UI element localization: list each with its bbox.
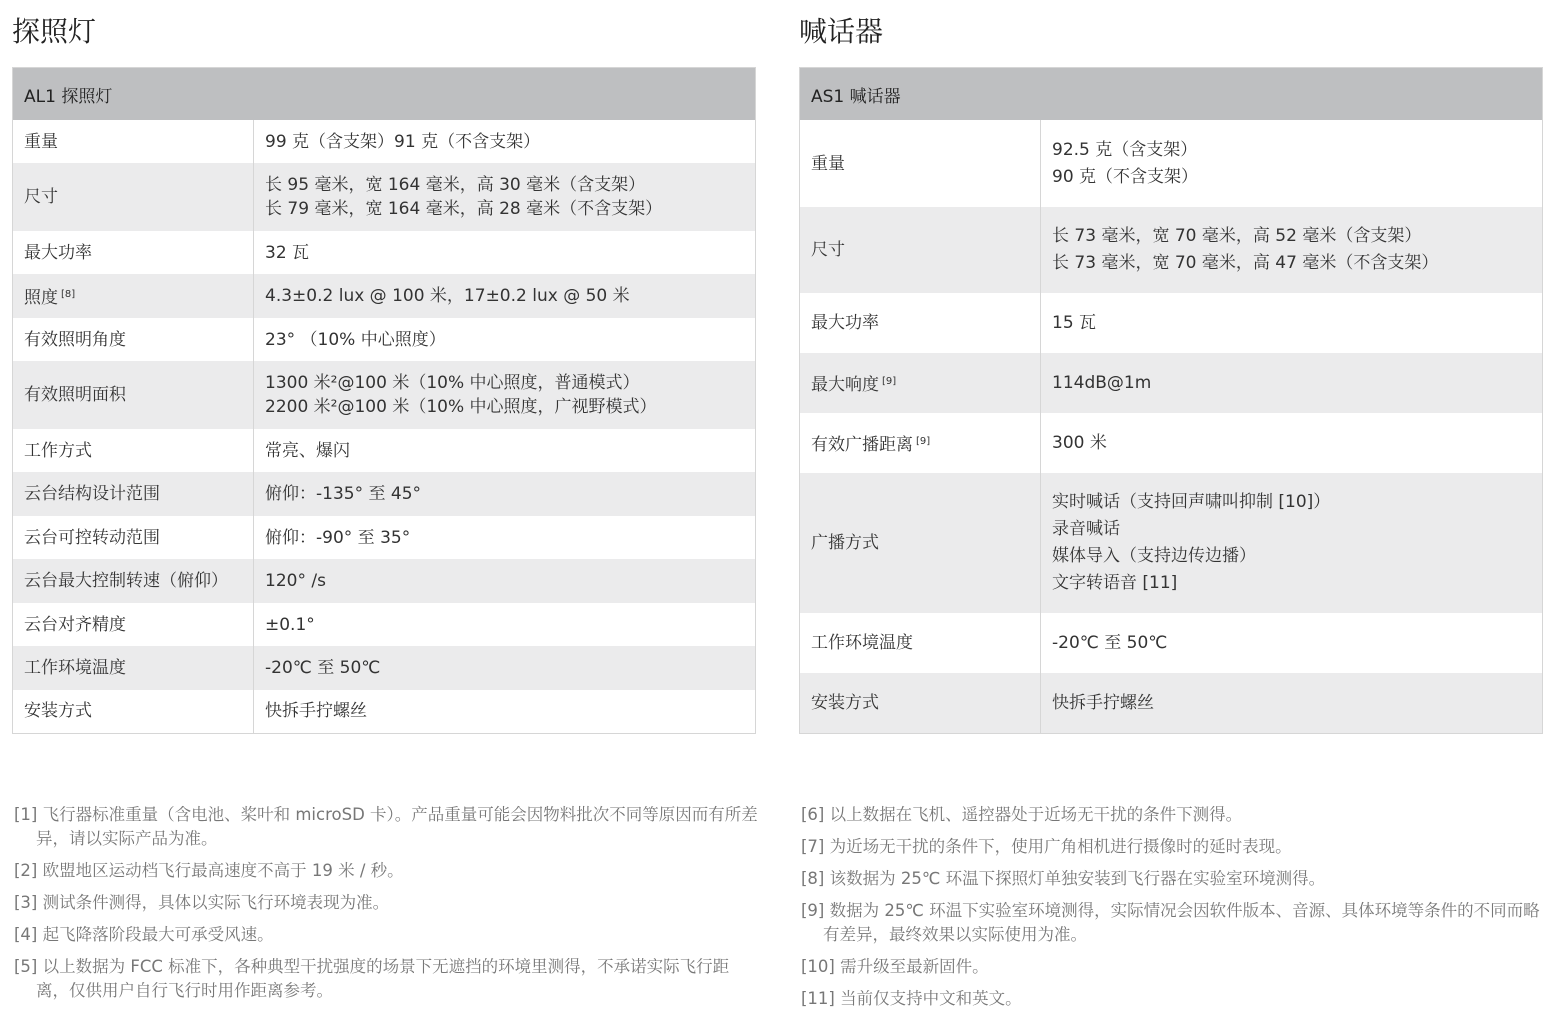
footnote: [3] 测试条件测得，具体以实际飞行环境表现为准。 [14, 893, 390, 912]
footnote-ref: [9] [916, 435, 931, 447]
spec-key: 有效照明面积 [13, 361, 254, 429]
footnote-ref: [8] [61, 288, 76, 300]
spec-value: 114dB@1m [1041, 353, 1543, 413]
spec-key: 有效广播距离 [9] [800, 413, 1041, 473]
spec-key: 广播方式 [800, 473, 1041, 613]
spec-key: 尺寸 [13, 163, 254, 231]
footnote: [7] 为近场无干扰的条件下，使用广角相机进行摄像时的延时表现。 [801, 837, 1292, 856]
spec-key: 工作方式 [13, 429, 254, 472]
spec-value: 23° （10% 中心照度） [265, 329, 446, 350]
section-title-spotlight: 探照灯 [12, 15, 97, 48]
spec-value: 99 克（含支架）91 克（不含支架） [265, 131, 541, 152]
footnote: [4] 起飞降落阶段最大可承受风速。 [14, 925, 274, 944]
spec-key: 工作环境温度 [800, 613, 1041, 673]
spec-key: 安装方式 [13, 690, 254, 733]
spec-key: 最大功率 [800, 293, 1041, 353]
spotlight-spec-table [12, 67, 756, 734]
table-header: AL1 探照灯 [13, 68, 756, 121]
spec-value: 快拆手拧螺丝 [265, 701, 367, 722]
footnote: [11] 当前仅支持中文和英文。 [801, 989, 1022, 1008]
spec-key: 云台可控转动范围 [13, 516, 254, 559]
spec-value: 120° /s [254, 559, 756, 603]
spec-value: -20℃ 至 50℃ [1052, 633, 1168, 653]
spec-value: 300 米 [1052, 433, 1107, 453]
footnote: [6] 以上数据在飞机、遥控器处于近场无干扰的条件下测得。 [801, 805, 1243, 824]
spec-value: 实时喊话（支持回声啸叫抑制 [10]） 录音喊话 媒体导入（支持边传边播） 文字转语音 [11] [1041, 473, 1543, 613]
spec-key: 安装方式 [800, 673, 1041, 733]
footnote: [5] 以上数据为 FCC 标准下，各种典型干扰强度的场景下无遮挡的环境里测得，不承诺实际飞行距离，仅供用户自行飞行时用作距离参考。 [14, 957, 730, 1000]
spec-key: 最大响度 [9] [800, 353, 1041, 413]
spec-value: 常亮、爆闪 [265, 440, 350, 461]
spec-key: 云台对齐精度 [13, 603, 254, 646]
spec-value: 92.5 克（含支架） 90 克（不含支架） [1052, 139, 1199, 187]
spec-value: 俯仰：-90° 至 35° [265, 527, 411, 548]
spec-key: 有效照明角度 [13, 318, 254, 361]
spec-key: 工作环境温度 [13, 646, 254, 690]
spec-key: 照度 [8] [13, 274, 254, 318]
spec-value: 俯仰：-135° 至 45° [254, 472, 756, 516]
spec-value: ±0.1° [265, 614, 315, 635]
spec-key: 云台最大控制转速（俯仰） [13, 559, 254, 603]
spec-value: 1300 米²@100 米（10% 中心照度，普通模式） 2200 米²@100 米（10% 中心照度，广视野模式） [254, 361, 756, 429]
footnote: [8] 该数据为 25℃ 环温下探照灯单独安装到飞行器在实验室环境测得。 [801, 869, 1326, 888]
footnote: [9] 数据为 25℃ 环温下实验室环境测得，实际情况会因软件版本、音源、具体环境等条件的不同而略有差异，最终效果以实际使用为准。 [801, 901, 1540, 944]
section-title-speaker: 喊话器 [799, 15, 884, 48]
spec-key: 尺寸 [800, 207, 1041, 293]
footnote-ref: [9] [882, 375, 897, 387]
spec-key: 最大功率 [13, 231, 254, 274]
spec-value: 长 73 毫米，宽 70 毫米，高 52 毫米（含支架） 长 73 毫米，宽 70 毫米，高 47 毫米（不含支架） [1041, 207, 1543, 293]
spec-key: 重量 [800, 120, 1041, 207]
footnote: [10] 需升级至最新固件。 [801, 957, 989, 976]
spec-value: 32 瓦 [265, 242, 310, 263]
footnote: [2] 欧盟地区运动档飞行最高速度不高于 19 米 / 秒。 [14, 861, 404, 880]
spec-value: 快拆手拧螺丝 [1041, 673, 1543, 733]
spec-value: 4.3±0.2 lux @ 100 米，17±0.2 lux @ 50 米 [254, 274, 756, 318]
spec-key: 云台结构设计范围 [13, 472, 254, 516]
table-header: AS1 喊话器 [800, 68, 1543, 121]
spec-value: 15 瓦 [1052, 313, 1097, 333]
speaker-spec-table [799, 67, 1543, 734]
footnotes-right [801, 803, 1545, 1019]
footnote: [1] 飞行器标准重量（含电池、桨叶和 microSD 卡）。产品重量可能会因物料批次不同等原因而有所差异，请以实际产品为准。 [14, 805, 758, 848]
spec-value: -20℃ 至 50℃ [254, 646, 756, 690]
spec-key: 重量 [13, 120, 254, 163]
footnotes-left [14, 803, 758, 1011]
spec-value: 长 95 毫米，宽 164 毫米，高 30 毫米（含支架） 长 79 毫米，宽 164 毫米，高 28 毫米（不含支架） [254, 163, 756, 231]
